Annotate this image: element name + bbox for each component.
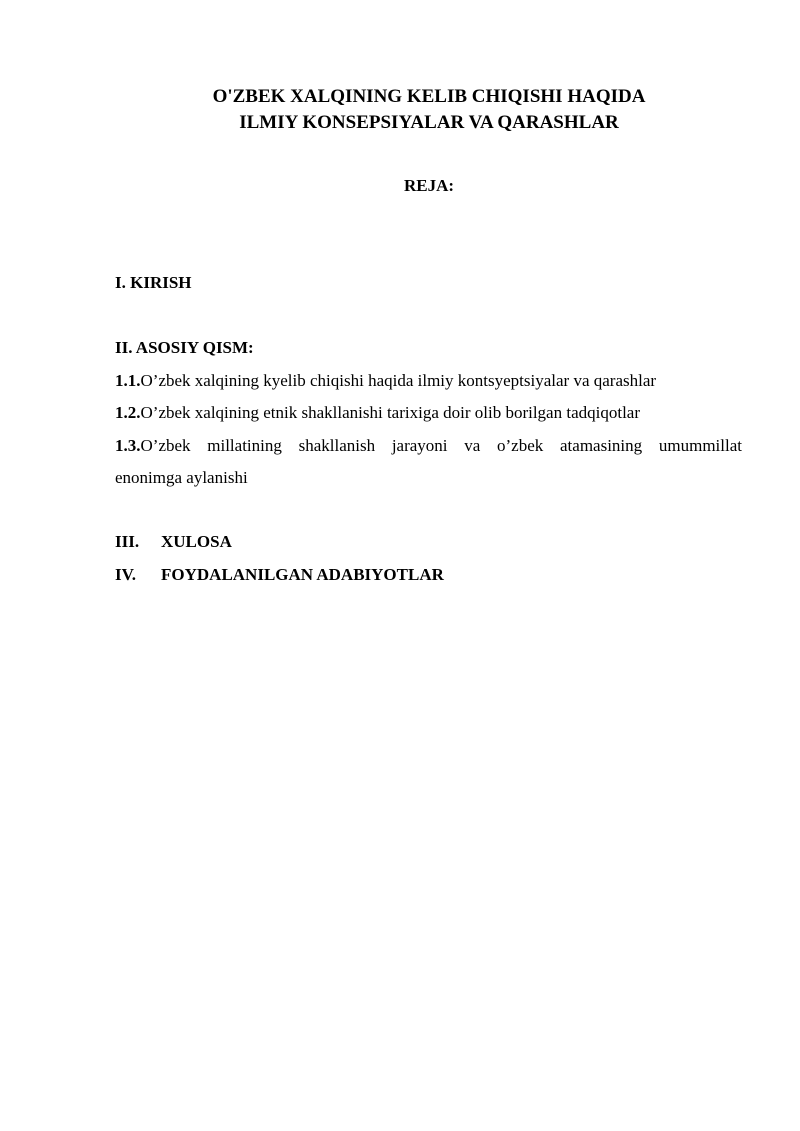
section-title: FOYDALANILGAN ADABIYOTLAR (161, 565, 444, 584)
plan-item-text: O’zbek xalqining etnik shakllanishi tarixiga doir olib borilgan tadqiqotlar (140, 403, 640, 422)
document-title-line-2: ILMIY KONSEPSIYALAR VA QARASHLAR (239, 112, 619, 133)
plan-item-number: 1.2. (115, 403, 141, 422)
plan-item-1-3-continuation: enonimga aylanishi (115, 468, 248, 487)
section-title: XULOSA (161, 532, 232, 551)
plan-item-text: O’zbek xalqining kyelib chiqishi haqida ilmiy kontsyeptsiyalar va qarashlar (140, 371, 657, 390)
section-introduction: I. KIRISH (115, 273, 192, 292)
section-main-part: II. ASOSIY QISM: (115, 338, 254, 357)
plan-item-number: 1.3. (115, 436, 141, 455)
plan-item-text: O’zbek millatining shakllanish jarayoni va o’zbek atamasining umummillat (140, 436, 742, 455)
section-number: IV. (115, 565, 136, 584)
section-number: III. (115, 532, 140, 551)
plan-item-1-2 (115, 401, 742, 425)
document-title-line-1: O'ZBEK XALQINING KELIB CHIQISHI HAQIDA (212, 86, 646, 107)
plan-item-1-1 (115, 369, 742, 393)
section-conclusion (115, 530, 742, 554)
section-references (115, 563, 742, 587)
plan-item-1-3 (115, 434, 742, 458)
plan-item-number: 1.1. (115, 371, 141, 390)
plan-heading: REJA: (403, 176, 455, 195)
